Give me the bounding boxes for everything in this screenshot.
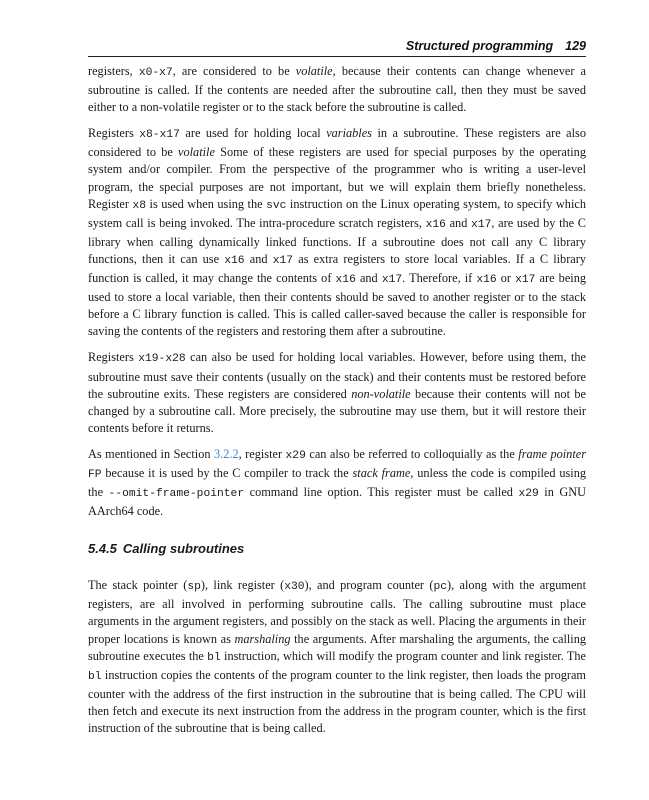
paragraph-2: Registers x8-x17 are used for holding local variables in a subroutine. These registers are also considered to be volatile Some of these registers are used for special purposes by the operating system and/or compiler. From the perspective of the programmer who is writing a user-level program, the special purposes are not important, but we will explain them briefly nonetheless. Register x8 is used when using the svc instruction on the Linux operating system, to specify which system call is being invoked. The intra-procedure scratch registers, x16 and x17, are used by the C library when calling dynamically linked functions. If a subroutine does not call any C library functions, then it can use x16 and x17 as extra registers to store local variables. If a C library function is called, it may change the contents of x16 and x17. Therefore, if x16 or x17 are being used to store a local variable, then their contents should be saved to another register or to the stack before a C library function is called. This is called caller-saved because the caller is responsible for saving the contents of the registers and restoring them after a subroutine.: [88, 126, 587, 339]
section-heading: [88, 541, 586, 557]
paragraph-5: The stack pointer (sp), link register (x30), and program counter (pc), along with the argument registers, are all involved in performing subroutine calls. The calling subroutine must place arguments in the argument registers, and possibly on the stack as well. Placing the arguments in their proper locations is known as marshaling the arguments. After marshaling the arguments, the calling subroutine executes the bl instruction, which will modify the program counter and link register. The bl instruction copies the contents of the program counter to the link register, then loads the program counter with the address of the first instruction in the subroutine that is being called. The CPU will then fetch and execute its next instruction from the address in the program counter, which is the first instruction of the subroutine that is being called.: [88, 578, 587, 735]
body-text: [88, 63, 586, 746]
running-header: [88, 39, 586, 55]
paragraph-3: Registers x19-x28 can also be used for holding local variables. However, before using them, the subroutine must save their contents (usually on the stack) and their contents must be restored before the subroutine exits. These registers are considered non-volatile because their contents will not be changed by a subroutine call. More precisely, the subroutine may use them, but it will restore their contents before it returns.: [88, 350, 587, 435]
section-title: Calling subroutines: [122, 541, 245, 557]
section-link[interactable]: 3.2.2: [214, 446, 239, 461]
page-number: 129: [565, 39, 586, 53]
header-rule: [88, 56, 586, 57]
paragraph-4: As mentioned in Section 3.2.2, register x29 can also be referred to colloquially as the frame pointer FP because it is used by the C compiler to track the stack frame, unless the code is compiled using the --omit-frame-pointer command line option. This register must be called x29 in GNU AArch64 code.: [88, 446, 587, 519]
paragraph-1: registers, x0-x7, are considered to be volatile, because their contents can change whenever a subroutine is called. If the contents are needed after the subroutine call, then they must be saved either to a non-volatile register or to the stack before the subroutine is called.: [88, 64, 586, 115]
section-number: 5.4.5: [88, 541, 117, 557]
running-title: Structured programming: [405, 39, 554, 53]
